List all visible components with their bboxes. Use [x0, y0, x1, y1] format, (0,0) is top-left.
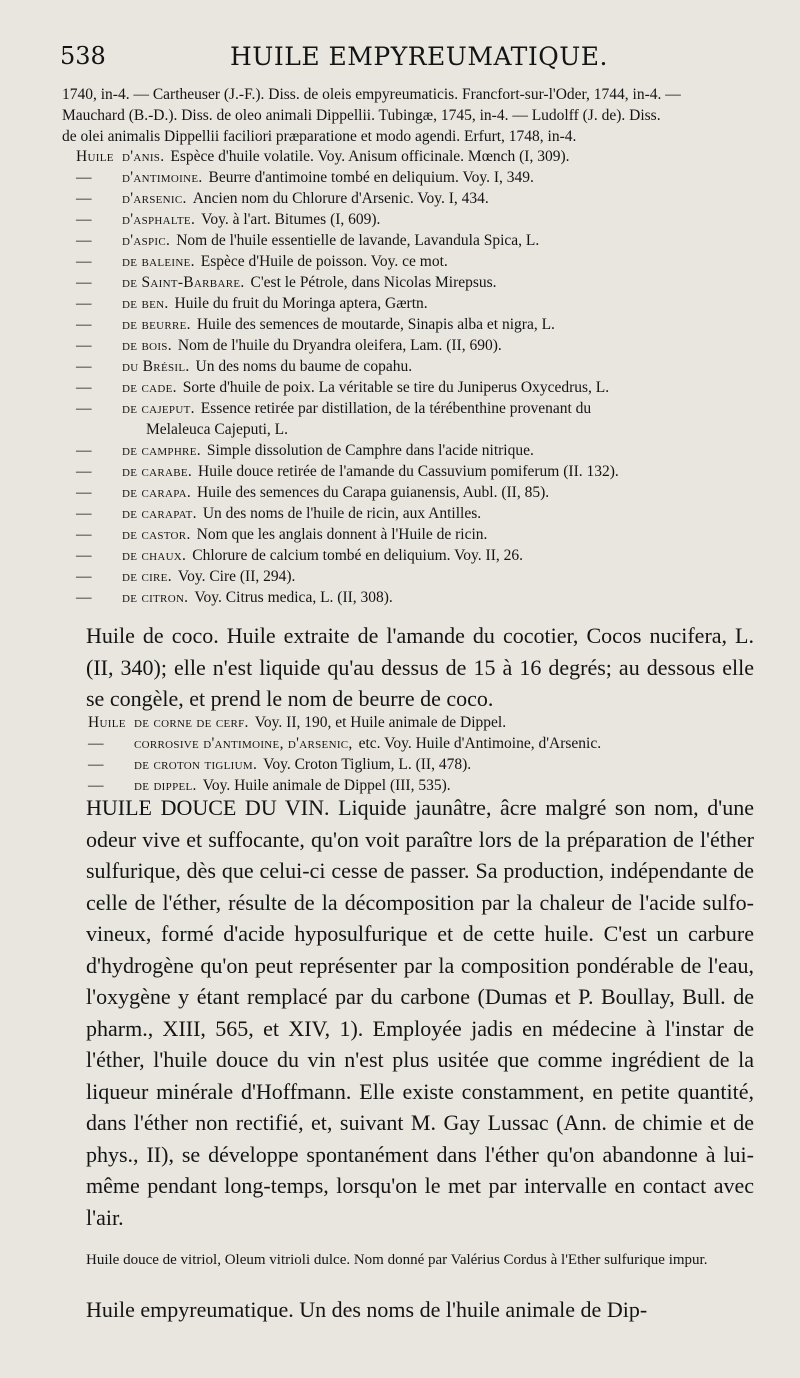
entry-text: Un des noms de l'huile de ricin, aux Antilles.	[202, 505, 482, 522]
entry-lead: —	[76, 337, 92, 354]
entry-headword: de citron.	[122, 589, 189, 606]
entry-line	[76, 461, 758, 482]
entry-line	[76, 251, 758, 272]
entry-lead: Huile	[76, 148, 114, 165]
entry-lead	[76, 419, 122, 440]
entry-text: Simple dissolution de Camphre dans l'acide nitrique.	[206, 442, 534, 459]
entry-lead: —	[76, 274, 92, 291]
entry-lead: —	[76, 463, 92, 480]
entry-text: Voy. Cire (II, 294).	[177, 568, 296, 585]
entry-line	[76, 146, 758, 167]
entry-text: Voy. Citrus medica, L. (II, 308).	[194, 589, 393, 606]
entry-headword: de cajeput.	[122, 400, 195, 417]
entry-text: Huile des semences de moutarde, Sinapis alba et nigra, L.	[196, 316, 555, 333]
entry-line	[76, 377, 758, 398]
vitriol-entry: Huile douce de vitriol, Oleum vitrioli dulce. Nom donné par Valérius Cordus à l'Ether sulfurique impur.	[86, 1252, 708, 1268]
empyreumatique-entry: Huile empyreumatique. Un des noms de l'huile animale de Dip-	[86, 1297, 648, 1322]
entry-text: Beurre d'antimoine tombé en deliquium. Voy. I, 349.	[208, 169, 534, 186]
entry-headword: de beurre.	[122, 316, 191, 333]
entry-lead: —	[88, 735, 104, 752]
entry-text: Espèce d'huile volatile. Voy. Anisum officinale. Mœnch (I, 309).	[170, 148, 570, 165]
entry-headword: de castor.	[122, 526, 191, 543]
entry-headword: de ben.	[122, 295, 169, 312]
page-number: 538	[60, 42, 106, 70]
huile-douce-du-vin-paragraph: HUILE DOUCE DU VIN. Liquide jaunâtre, âcre malgré son nom, d'une odeur vive et suffocante, qu'on voit paraître lors de la préparation de l'éther sulfurique, dès que celui-ci cesse de passer. Sa production, indépendante de celle de l'éther, résulte de la décomposition par la chaleur de l'acide sulfo-vineux, formé d'acide hyposulfurique et de cette huile. C'est un carbure d'hydrogène qu'on peut représenter par la composition pondérable de l'eau, l'oxygène y étant remplacé par du carbone (Dumas et P. Boullay, Bull. de pharm., XIII, 565, et XIV, 1). Employée jadis en médecine à l'instar de l'éther, l'huile douce du vin n'est plus usitée que comme ingrédient de la liqueur minérale d'Hoffmann. Elle existe constamment, en petite quantité, dans l'éther non rectifié, et, suivant M. Gay Lussac (Ann. de chimie et de phys., II), se développe spontanément dans l'éther qu'on abandonne à lui-même pendant long-temps, lorsqu'on le met par intervalle en contact avec l'air.	[86, 795, 754, 1230]
entry-lead: —	[76, 211, 92, 228]
entry-line	[76, 272, 758, 293]
entry-text: Un des noms du baume de copahu.	[195, 358, 413, 375]
running-head: HUILE EMPYREUMATIQUE.	[230, 42, 608, 71]
entry-headword: du Brésil.	[122, 358, 190, 375]
entry-line	[76, 230, 758, 251]
reference-line: 1740, in-4. — Cartheuser (J.-F.). Diss. de oleis empyreumaticis. Francfort-sur-l'Oder, 1744, in-4. —	[62, 86, 681, 103]
entry-text: Espèce d'Huile de poisson. Voy. ce mot.	[200, 253, 448, 270]
entry-line	[88, 733, 758, 754]
entry-line	[76, 314, 758, 335]
entry-text: etc. Voy. Huile d'Antimoine, d'Arsenic.	[358, 735, 602, 752]
entry-text: Ancien nom du Chlorure d'Arsenic. Voy. I, 434.	[192, 190, 489, 207]
entry-line	[76, 335, 758, 356]
entry-line	[76, 482, 758, 503]
entry-text: Huile des semences du Carapa guianensis, Aubl. (II, 85).	[197, 484, 550, 501]
entry-text: Nom de l'huile du Dryandra oleifera, Lam. (II, 690).	[177, 337, 502, 354]
entry-lead: —	[88, 756, 104, 773]
entry-line	[76, 356, 758, 377]
entry-lead: —	[76, 253, 92, 270]
entry-line	[88, 754, 758, 775]
entry-headword: de carapat.	[122, 505, 197, 522]
entry-headword: d'antimoine.	[122, 169, 203, 186]
entry-line	[76, 188, 758, 209]
entry-line	[76, 167, 758, 188]
entry-headword: de cade.	[122, 379, 177, 396]
entry-lead: —	[76, 379, 92, 396]
coco-paragraph: Huile de coco. Huile extraite de l'amande du cocotier, Cocos nucifera, L. (II, 340); elle n'est liquide qu'au dessus de 15 à 16 degrés; au dessous elle se congèle, et prend le nom de beurre de coco.	[86, 623, 754, 711]
entry-line	[76, 440, 758, 461]
entry-headword: de Saint-Barbare.	[122, 274, 245, 291]
bibliography-references	[62, 84, 758, 147]
entry-line	[76, 293, 758, 314]
entry-headword: de chaux.	[122, 547, 187, 564]
entry-text: Huile douce retirée de l'amande du Cassuvium pomiferum (II. 132).	[198, 463, 619, 480]
entry-headword: de croton tiglium.	[134, 756, 258, 773]
entry-line	[76, 524, 758, 545]
entry-text: Sorte d'huile de poix. La véritable se tire du Juniperus Oxycedrus, L.	[182, 379, 610, 396]
entry-headword: de carabe.	[122, 463, 193, 480]
entry-text: Chlorure de calcium tombé en deliquium. Voy. II, 26.	[192, 547, 523, 564]
page-header	[40, 42, 760, 82]
entry-text: Nom de l'huile essentielle de lavande, Lavandula Spica, L.	[176, 232, 540, 249]
entry-lead: —	[76, 484, 92, 501]
entry-lead: —	[76, 169, 92, 186]
entry-headword: de bois.	[122, 337, 172, 354]
entry-lead: —	[76, 400, 92, 417]
entry-lead: —	[76, 358, 92, 375]
entry-text: Voy. Croton Tiglium, L. (II, 478).	[263, 756, 472, 773]
entry-lead: —	[76, 190, 92, 207]
entry-lead: Huile	[88, 714, 126, 731]
entry-headword: de carapa.	[122, 484, 192, 501]
oil-entries-list	[76, 146, 758, 608]
entry-text: Voy. Huile animale de Dippel (III, 535).	[202, 777, 451, 794]
entry-lead: —	[76, 316, 92, 333]
entry-line	[76, 503, 758, 524]
entry-text: Nom que les anglais donnent à l'Huile de ricin.	[196, 526, 488, 543]
entry-headword: de cire.	[122, 568, 172, 585]
entry-line	[88, 712, 758, 733]
entry-headword: corrosive d'antimoine, d'arsenic,	[134, 735, 353, 752]
entry-line	[76, 587, 758, 608]
entry-headword: de corne de cerf.	[134, 714, 249, 731]
reference-line: de olei animalis Dippellii faciliori præparatione et modo agendi. Erfurt, 1748, in-4.	[62, 128, 577, 145]
entry-text: Voy. à l'art. Bitumes (I, 609).	[201, 211, 381, 228]
entry-line	[76, 545, 758, 566]
entry-headword: d'anis.	[122, 148, 165, 165]
entry-headword: d'aspic.	[122, 232, 171, 249]
entry-lead: —	[76, 232, 92, 249]
entry-text: Voy. II, 190, et Huile animale de Dippel.	[254, 714, 507, 731]
entry-lead: —	[76, 442, 92, 459]
entry-headword: d'arsenic.	[122, 190, 187, 207]
entry-headword: d'asphalte.	[122, 211, 196, 228]
entry-line	[76, 566, 758, 587]
entry-text: C'est le Pétrole, dans Nicolas Mirepsus.	[250, 274, 497, 291]
entry-lead: —	[76, 526, 92, 543]
entry-lead: —	[76, 505, 92, 522]
entry-line	[76, 209, 758, 230]
entry-text: Essence retirée par distillation, de la térébenthine provenant du	[200, 400, 592, 417]
entry-headword: de baleine.	[122, 253, 195, 270]
cross-reference-entries	[88, 712, 758, 796]
entry-text: Huile du fruit du Moringa aptera, Gærtn.	[174, 295, 428, 312]
entry-line	[76, 398, 758, 419]
entry-headword: de camphre.	[122, 442, 201, 459]
entry-line	[76, 419, 758, 440]
entry-lead: —	[76, 295, 92, 312]
reference-line: Mauchard (B.-D.). Diss. de oleo animali Dippellii. Tubingæ, 1745, in-4. — Ludolff (J. de). Diss.	[62, 107, 661, 124]
entry-lead: —	[76, 547, 92, 564]
entry-lead: —	[76, 589, 92, 606]
entry-lead: —	[76, 568, 92, 585]
entry-text: Melaleuca Cajeputi, L.	[146, 421, 289, 438]
entry-headword: de dippel.	[134, 777, 197, 794]
entry-lead: —	[88, 777, 104, 794]
